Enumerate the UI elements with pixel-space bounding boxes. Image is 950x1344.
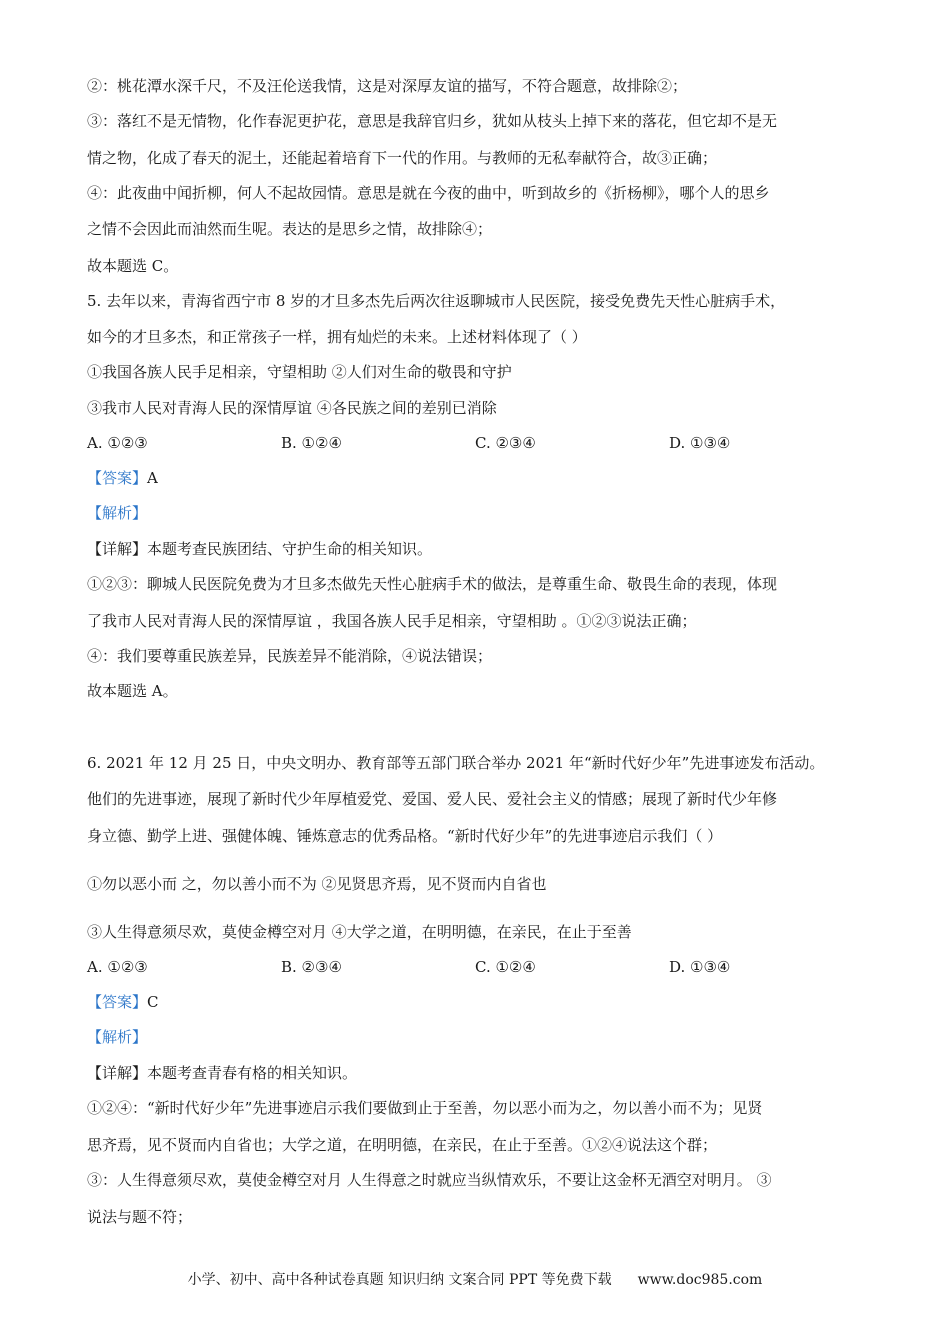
question-5-option-c: C. ②③④ — [475, 434, 536, 452]
question-6-option-a: A. ①②③ — [87, 958, 148, 976]
answer-value: C — [147, 993, 159, 1011]
question-6-answer — [87, 992, 159, 1012]
question-6-statements: ①勿以恶小而 之，勿以善小而不为 ②见贤思齐焉，见不贤而内自省也 — [87, 875, 547, 893]
question-5-option-b: B. ①②④ — [281, 434, 342, 452]
question-6-option-c: C. ①②④ — [475, 958, 536, 976]
text-line: 故本题选 C。 — [87, 257, 179, 275]
footer-text: 小学、初中、高中各种试卷真题 知识归纳 文案合同 PPT 等免费下载 — [187, 1272, 612, 1288]
text-line: ②：桃花潭水深千尺，不及汪伦送我情，这是对深厚友谊的描写，不符合题意，故排除②； — [87, 77, 688, 95]
text-line: 之情不会因此而油然而生呢。表达的是思乡之情，故排除④； — [87, 220, 493, 238]
question-5-option-d: D. ①③④ — [669, 434, 731, 452]
question-5-option-a: A. ①②③ — [87, 434, 148, 452]
question-5-statements: ③我市人民对青海人民的深情厚谊 ④各民族之间的差别已消除 — [87, 399, 497, 417]
question-6-detail: 思齐焉，见不贤而内自省也；大学之道，在明明德，在亲民，在止于至善。①②④说法这个群； — [87, 1136, 718, 1154]
question-5-stem: 如今的才旦多杰，和正常孩子一样，拥有灿烂的未来。上述材料体现了（ ） — [87, 328, 587, 346]
question-5-analysis-label: 【解析】 — [87, 504, 148, 522]
text-line: ③：落红不是无情物，化作春泥更护花，意思是我辞官归乡，犹如从枝头上掉下来的落花，但它却不是无 — [87, 112, 778, 130]
question-5-detail: ①②③：聊城人民医院免费为才旦多杰做先天性心脏病手术的做法，是尊重生命、敬畏生命的表现，体现 — [87, 575, 778, 593]
question-6-detail: 说法与题不符； — [87, 1208, 193, 1226]
question-6-detail: 【详解】本题考查青春有格的相关知识。 — [87, 1064, 358, 1082]
question-5-stem: 5. 去年以来，青海省西宁市 8 岁的才旦多杰先后两次往返聊城市人民医院，接受免费先天性心脏病手术， — [87, 292, 786, 310]
footer-url-link[interactable]: www.doc985.com — [637, 1272, 763, 1288]
question-6-stem: 6. 2021 年 12 月 25 日，中央文明办、教育部等五部门联合举办 2021 年“新时代好少年”先进事迹发布活动。 — [87, 754, 825, 772]
question-5-detail: 了我市人民对青海人民的深情厚谊 ，我国各族人民手足相亲，守望相助 。①②③说法正确； — [87, 612, 697, 630]
answer-label: 【答案】 — [87, 469, 148, 487]
question-6-statements: ③人生得意须尽欢，莫使金樽空对月 ④大学之道，在明明德，在亲民，在止于至善 — [87, 923, 632, 941]
answer-label: 【答案】 — [87, 993, 148, 1011]
question-5-detail: 故本题选 A。 — [87, 682, 178, 700]
question-6-option-d: D. ①③④ — [669, 958, 731, 976]
question-6-stem: 身立德、勤学上进、强健体魄、锤炼意志的优秀品格。“新时代好少年”的先进事迹启示我们（ ） — [87, 827, 723, 845]
question-6-analysis-label: 【解析】 — [87, 1028, 148, 1046]
question-5-detail: ④：我们要尊重民族差异，民族差异不能消除，④说法错误； — [87, 647, 493, 665]
question-5-answer — [87, 468, 158, 488]
question-6-detail: ①②④：“新时代好少年”先进事迹启示我们要做到止于至善，勿以恶小而为之，勿以善小而不为；见贤 — [87, 1099, 763, 1117]
question-5-detail: 【详解】本题考查民族团结、守护生命的相关知识。 — [87, 540, 433, 558]
text-line: 情之物，化成了春天的泥土，还能起着培育下一代的作用。与教师的无私奉献符合，故③正确； — [87, 149, 718, 167]
page-footer — [0, 1270, 950, 1290]
question-5-statements: ①我国各族人民手足相亲，守望相助 ②人们对生命的敬畏和守护 — [87, 363, 512, 381]
text-line: ④：此夜曲中闻折柳，何人不起故园情。意思是就在今夜的曲中，听到故乡的《折杨柳》，哪个人的思乡 — [87, 184, 770, 202]
question-6-stem: 他们的先进事迹，展现了新时代少年厚植爱党、爱国、爱人民、爱社会主义的情感；展现了新时代少年修 — [87, 790, 778, 808]
answer-value: A — [147, 469, 158, 487]
question-6-option-b: B. ②③④ — [281, 958, 342, 976]
question-6-detail: ③：人生得意须尽欢，莫使金樽空对月 人生得意之时就应当纵情欢乐，不要让这金杯无酒空对明月。 ③ — [87, 1171, 772, 1189]
